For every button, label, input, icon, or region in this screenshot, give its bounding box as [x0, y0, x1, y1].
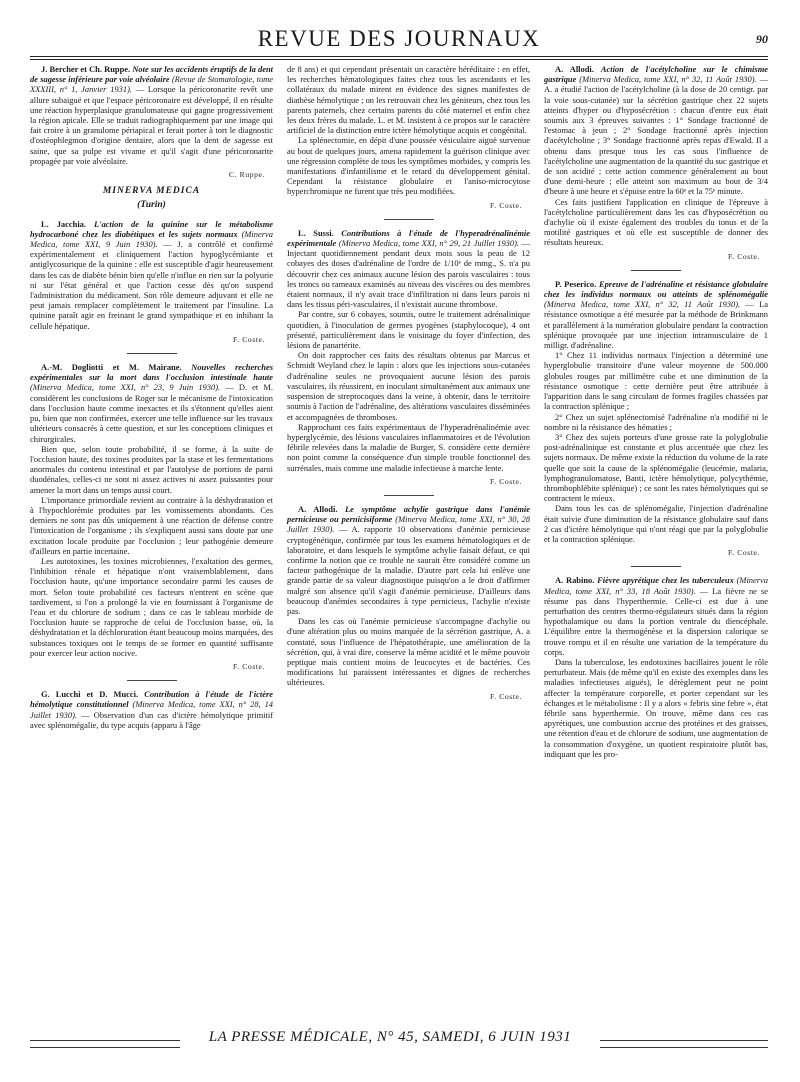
article-title: Fièvre apyrétique chez les tuberculeux: [597, 575, 734, 586]
article-authors: A.-M. Dogliotti et M. Mairane.: [41, 362, 182, 373]
article-title: Epreuve de l'adrénaline et résistance globulaire chez les individus normaux ou atteints de splénomégalie: [544, 278, 768, 300]
article-body: — Injectant quotidiennement pendant deux mois sous la peau de 12 cobayes des doses d'adrénaline de l'ordre de 1/10ᵉ de mmg., S. n'a pu découvrir chez ces animaux aucune lésion des parois vasculaires : tous les troncs ou rameaux examinés au niveau des viscères ou des membres étaient normaux, il n'y avait trace d'infiltration ni dans leurs parois ni dans les tissus péri-vasculaires, il n'existait aucune thrombose.: [287, 238, 531, 310]
column-right: [544, 64, 768, 759]
article-reference: (Revue de Stomatologie, tome XXXIII, n° 1, Janvier 1931).: [30, 74, 273, 95]
article-paragraph: Bien que, selon toute probabilité, il se forme, à la suite de l'occlusion haute, des toxines produites par la stase et les fermentations anormales du contenu intestinal et par l'autolyse de portions de paroi duodénales, celles-ci ne sont ni assez actives ni assez puissantes pour amener la mort dans un temps aussi court.: [30, 443, 273, 495]
article-signature: C. Ruppe.: [229, 170, 265, 180]
article-authors: A. Rabino.: [555, 575, 595, 586]
article-separator: [384, 219, 434, 220]
article-separator: [631, 566, 681, 567]
article-paragraph: Les autotoxines, les toxines microbiennes, l'exaltation des germes, l'inhibition rénale et hépatique n'ont vraisemblablement, dans l'occlusion haute, qu'une importance secondaire parmi les causes de mort. Selon toute probabilité ces facteurs n'entrent en scène que tardivement, si l'on a prolongé la vie en fournissant à l'organisme de l'eau et du chlorure de sodium ; dans ce cas le tableau morbide de l'occlusion haute se rapproche de celui de l'occlusion basse, où, la déshydratation et la déchloruration étant beaucoup moins marquées, des substances toxiques ont le temps de se former en quantité suffisante pour exercer leur action nocive.: [30, 555, 273, 658]
article-lucchi-mucci-continued: [287, 64, 530, 211]
article-jacchia: [30, 219, 273, 345]
article-paragraph: Ces faits justifient l'application en clinique de l'épreuve à l'acétylcholine particulièrement dans les cas d'hyposécrétion ou d'achylie où il existe également des troubles du tonus et de la motilité gastriques et où elle est susceptible de donner des résultats heureux.: [544, 196, 768, 248]
article-separator: [127, 353, 177, 354]
article-title: Nouvelles recherches expérimentales sur la mort dans l'occlusion intestinale haute: [30, 362, 273, 383]
article-bercher-ruppe: [30, 64, 273, 180]
column-middle: [287, 64, 530, 706]
article-sussi: [287, 228, 530, 487]
page-footer: LA PRESSE MÉDICALE, N° 45, SAMEDI, 6 JUIN 1931: [208, 1029, 572, 1045]
article-separator: [631, 270, 681, 271]
article-separator: [127, 680, 177, 681]
article-signature: F. Coste.: [232, 334, 265, 344]
article-authors: G. Lucchi et D. Mucci.: [41, 689, 139, 700]
article-body: — La fièvre ne se résume pas dans l'hyperthermie. Celle-ci est due à une perturbation des centres thermo-régulateurs situés dans la région hypothalamique ou dans la portion ventrale du diencéphale. L'équilibre entre la thermogénèse et la dispersion calorique se trouve rompu et il en résulte une variation de la température du corps.: [544, 585, 768, 657]
article-signature: F. Coste.: [232, 661, 265, 671]
article-body: — A. a étudié l'action de l'acétylcholine (à la dose de 20 centigr. par la voie sous-cutanée) sur la sécrétion gastrique chez 22 sujets atteints d'hyper ou d'hyposécrétion : chacun d'entre eux était soumis aux 3 épreuves suivantes : 1° Sondage fractionné de l'estomac à jeun ; 2° Sondage fractionné après injection d'acétylcholine ; 3° Sondage fractionné après repas d'Ewald. Il a obtenu dans presque tous les cas sous l'influence de l'acétylcholine une augmentation de la quantité du suc gastrique et de son acidité ; cette action commence généralement au bout d'une demi-heure ; elle atteint son maximum au bout de 3/4 d'heure à une heure et s'épuise entre la 60ᵉ et la 75ᵉ minute.: [544, 74, 769, 197]
article-signature: F. Coste.: [727, 548, 760, 558]
article-body: — La résistance osmotique a été mesurée par la méthode de Brinkmann et parallèlement à la numération globulaire pendant la contraction splénique provoquée par une injection intramusculaire de 1 milligr. d'adrénaline.: [544, 299, 768, 351]
article-paragraph: 3° Chez des sujets porteurs d'une grosse rate la polyglobulie post-adrénalinique est constante et plus accentuée que chez les sujets normaux. De même existe la réduction du volume de la rate quelle que soit la cause de la splénomégalie (leucémie, malaria, lymphogranulomatose, Banti, ictère hémolytique, polycythémie, thrombophlébite splénique) ; ce sont les rates hémolytiques qui se contractent le mieux.: [544, 431, 768, 504]
footer-rule-left: [30, 1040, 180, 1048]
article-signature: F. Coste.: [489, 691, 522, 701]
journal-section-title: REVUE DES JOURNAUX: [257, 26, 541, 51]
article-paragraph: Dans la tuberculose, les endotoxines bacillaires jouent le rôle perturbateur. Mais (de même qu'il en existe des exemples dans les maladies infectieuses aiguës), le dérèglement peut ne point affecter la température corporelle, et porter cependant sur les échanges et le métabolisme : Il y a alors « febris sine febre », état fébrile sans hyperthermie. On trouve, même dans ces cas apyrétiques, une combustion accrue des protéines et des graisses, une rétention d'eau et de chlorure de sodium, une augmentation de la consommation d'oxygène, un quotient respiratoire plutôt bas, indiquant que les pro-: [544, 656, 768, 759]
article-title: Le symptôme achylie gastrique dans l'anémie pernicieuse ou pernicisiforme: [287, 503, 530, 525]
article-title: Contribution à l'étude de l'ictère hémolytique constitutionnel: [30, 689, 273, 710]
article-reference: (Minerva Medica, tome XXI, n° 29, 21 Juillet 1930).: [338, 238, 520, 249]
footer-rule-right: [600, 1040, 768, 1048]
article-reference: (Minerva Medica, tome XXI, n° 32, 11 Août 1930).: [544, 299, 741, 310]
header-rule: [30, 56, 768, 60]
article-authors: J. Bercher et Ch. Ruppe.: [41, 64, 131, 74]
article-reference: (Minerva Medica, tome XXI, n° 33, 18 Août 1930).: [544, 575, 769, 596]
article-body: — D. et M. considèrent les conclusions de Roger sur le mécanisme de l'intoxication dans l'occlusion haute comme inexactes et ils s'étonnent qu'elles aient pu, bien que non confirmées, exercer une telle influence sur les travaux ultérieurs consacrés à cette question, et sur les conceptions cliniques et chirurgicales.: [30, 382, 274, 444]
article-reference: (Minerva Medica, tome XXI, n° 32, 11 Août 1930).: [579, 74, 757, 85]
article-title: Action de l'acétylcholine sur le chimisme gastrique: [544, 64, 768, 85]
article-paragraph: La splénectomie, en dépit d'une poussée vésiculaire aiguë survenue au bout de quelques jours, amena rapidement la guérison clinique avec une régression complète de tous les symptômes morbides, y compris les manifestations d'infantilisme et le retard du développement génital. Cependant la résistance globulaire et l'aniso-microcytose hyperchromique ne furent que très peu modifiées.: [287, 135, 531, 197]
article-paragraph: Par contre, sur 6 cobayes, soumis, outre le traitement adrénalinique quotidien, à l'inoculation de germes pyogènes (staphylocoque), 4 ont présenté, particulièrement dans le voisinage du foyer d'infection, des lésions de panartérite.: [287, 309, 530, 351]
article-body: — Lorsque la péricoronarite revêt une allure subaiguë et que l'espace péricoronaire est développé, il en résulte une réaction hyperplasique granulomateuse qui gagne progressivement la région apicale. Elle se traduit radiographiquement par une image qui fait croire à un granulome périapical et ferait porter à tort le diagnostic d'ostéophlegmon d'origine dentaire, alors que la dent de sagesse est saine, que sa pulpe est vivante et qu'il s'agit d'une péricoronarite propagée par voie alvéolaire.: [30, 84, 273, 166]
page-number: 90: [756, 32, 768, 46]
article-authors: L. Jacchia.: [41, 218, 86, 229]
article-signature: F. Coste.: [489, 200, 522, 210]
article-paragraph: On doit rapprocher ces faits des résultats obtenus par Marcus et Schmidt Weyland chez le lapin : alors que les injections sous-cutanées d'adrénaline seules ne provoquaient aucune lésion des parois vasculaires, ils réussirent, en inoculant simultanément aux animaux une suspension de streptocoques dans la veine, à obtenir, dans le territoire soumis à l'action de l'adrénaline, des altérations vasculaires disséminées et accompagnées de thromboses.: [287, 350, 530, 422]
article-authors: P. Peserico.: [555, 278, 597, 289]
article-body: — Observation d'un cas d'ictère hémolytique primitif avec splénomégalie, du type acquis (apparu à l'âge: [30, 709, 273, 730]
article-reference: (Minerva Medica, tome XXI, 9 Juin 1930).: [30, 228, 273, 250]
article-body: — A. rapporte 10 observations d'anémie pernicieuse cryptogénétique, confirmée par tous les examens hématologiques et de laboratoire, et dans lesquels le symptôme achylie faisait défaut, ce qui confirme la notion que ce trouble ne saurait être considéré comme un facteur pathogénique de la maladie. D'autre part cela lui enlève une grande partie de sa valeur diagnostique puisqu'on a le droit d'affirmer malgré son absence qu'il s'agit d'anémie pernicieuse. D'ailleurs dans beaucoup d'anémies secondaires à type pernicieux, l'achylie n'existe pas.: [287, 524, 531, 616]
journal-name: MINERVA MEDICA: [102, 186, 201, 197]
article-signature: F. Coste.: [489, 476, 522, 486]
column-left: [30, 64, 273, 730]
article-paragraph: Rapprochant ces faits expérimentaux de l'hyperadrénalinémie avec hyperglycémie, des lésions vasculaires inflammatoires et de l'évolution fébrile relevées dans la maladie de Burger, S. considère cette dernière non point comme la conséquence d'un simple trouble fonctionnel des surrénales, mais comme une maladie infectieuse à marche lente.: [287, 421, 530, 473]
article-title: L'action de la quinine sur le métabolisme hydrocarboné chez les diabétiques et les sujets normaux: [30, 218, 274, 239]
article-paragraph: de 8 ans) et qui cependant présentait un caractère héréditaire : en effet, les recherches hématologiques faites chez tous les ascendants et les collatéraux du malade mirent en évidence des signes manifestes de diathèse hémolytique ; on les retrouvait chez les géniteurs, chez tous les parents paternels, chez certains parents du côté maternel et enfin chez les deux frères du malade. L. et M. insistent à ce propos sur le caractère artificiel de la distinction entre ictère hémolytique acquis et congénital.: [287, 64, 530, 136]
article-reference: (Minerva Medica, tome XXI, n° 28, 14 Juillet 1930).: [30, 699, 274, 720]
journal-city: (Turin): [137, 200, 166, 211]
article-reference: (Minerva Medica, tome XXI, n° 23, 9 Juin 1930).: [30, 382, 221, 393]
article-reference: (Minerva Medica, tome XXI, n° 30, 28 Juillet 1930).: [287, 514, 531, 535]
article-title: Contributions à l'étude de l'hyperadrénalinémie expérimentale: [287, 227, 531, 249]
article-peserico: [544, 279, 768, 558]
article-title: Note sur les accidents éruptifs de la dent de sagesse inférieure par voie alvéolaire: [30, 64, 273, 85]
article-paragraph: L'importance primordiale revient au contraire à la déshydratation et à l'hypochlorémie produites par les vomissements abondants. Ces derniers ne sont pas dûs uniquement à une réaction de défense contre l'intoxication de l'organisme ; ils s'expliquent aussi sans doute par une excitation locale produite par l'occlusion ; leur pathogénie demeure d'ailleurs en partie incertaine.: [30, 494, 273, 556]
article-dogliotti-mairane: [30, 362, 273, 672]
article-paragraph: 1° Chez 11 individus normaux l'injection a déterminé une hyperglobulie transitoire d'une valeur moyenne de 500.000 globules rouges par millimètre cube et une diminution de la résistance osmotique : cette dernière peut être attribuée à l'apparition dans le sang circulant de formes fragiles chassées par la contraction splénique ;: [544, 350, 768, 412]
article-allodi-achylie: [287, 504, 530, 702]
article-rabino: [544, 575, 768, 759]
article-allodi-acetylcholine: [544, 64, 768, 262]
article-lucchi-mucci: [30, 689, 273, 730]
article-separator: [384, 495, 434, 496]
article-authors: A. Allodi.: [555, 64, 594, 74]
article-body: — J. a contrôlé et confirmé expérimentalement et cliniquement l'action hypoglycémiante et antiglycosurique de la quinine : elle est susceptible d'agir heureusement dans les cas de diabète bénin bien qu'elle n'influe en rien sur la polyurie ni sur l'état général et que l'action cesse dès qu'on suspend l'administration du médicament. Son rôle demeure adjuvant et elle ne peut jamais remplacer complètement le traitement par l'insuline. La quinine paraît agir en freinant le grand sympathique et en inhibant la cellule hépatique.: [30, 239, 274, 331]
article-paragraph: Dans les cas où l'anémie pernicieuse s'accompagne d'achylie ou d'une altération plus ou moins marquée de la sécrétion gastrique, A. a constaté, sous l'influence de l'hépatothérapie, une amélioration de la sécrétion, qui, à vrai dire, conserve la même acidité et le même pouvoir peptique mais contient moins de leucocytes et de bactéries. Ces modifications lui paraissent intéressantes et dignes de recherches ultérieures.: [287, 616, 530, 688]
article-signature: F. Coste.: [727, 251, 760, 261]
article-paragraph: 2° Chez un sujet splénectomisé l'adrénaline n'a modifié ni le nombre ni la résistance des hématies ;: [544, 411, 768, 432]
article-authors: A. Allodi.: [298, 503, 338, 514]
article-paragraph: Dans tous les cas de splénomégalie, l'injection d'adrénaline était suivie d'une diminution de la résistance globulaire sauf dans 2 cas d'ictère hémolytique qui n'ont réagi que par la polyglobulie et la contraction splénique.: [544, 503, 768, 544]
article-authors: L. Sussi.: [298, 227, 334, 238]
